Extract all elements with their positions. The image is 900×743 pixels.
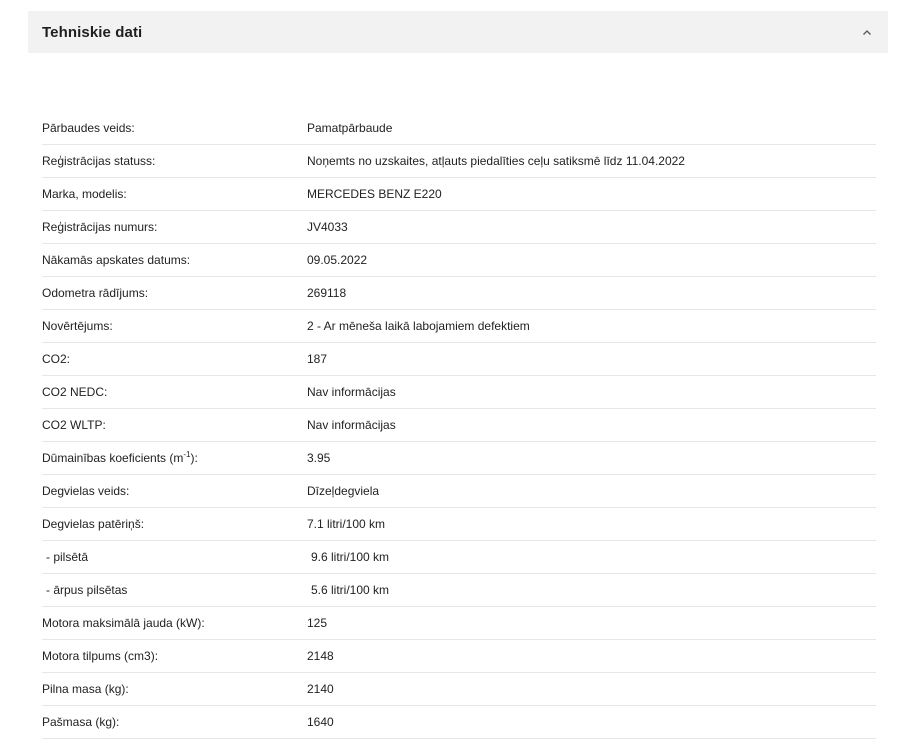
spec-label-suffix: ):: [190, 451, 198, 465]
spec-value: 3.95: [307, 451, 331, 465]
spec-value: Nav informācijas: [307, 385, 396, 399]
tehniskie-dati-panel-header[interactable]: [28, 11, 888, 53]
spec-value: 7.1 litri/100 km: [307, 517, 386, 531]
spec-label: Degvielas veids:: [42, 484, 130, 498]
table-row: [42, 244, 876, 277]
table-row: [42, 508, 876, 541]
table-row: [42, 376, 876, 409]
spec-label: Motora tilpums (cm3):: [42, 649, 159, 663]
table-row: [42, 145, 876, 178]
spec-label: CO2 WLTP:: [42, 418, 106, 432]
spec-label: Marka, modelis:: [42, 187, 127, 201]
spec-label: - ārpus pilsētas: [46, 583, 128, 597]
spec-value: 187: [307, 352, 328, 366]
spec-label: Nākamās apskates datums:: [42, 253, 191, 267]
table-row: [42, 673, 876, 706]
spec-value: 125: [307, 616, 328, 630]
spec-label: Pilna masa (kg):: [42, 682, 129, 696]
table-row: [42, 640, 876, 673]
spec-value: Pamatpārbaude: [307, 121, 393, 135]
panel-title: Tehniskie dati: [42, 23, 143, 41]
table-row: [42, 409, 876, 442]
spec-label: Motora maksimālā jauda (kW):: [42, 616, 205, 630]
spec-value: 2 - Ar mēneša laikā labojamiem defektiem: [307, 319, 530, 333]
spec-value: Nav informācijas: [307, 418, 396, 432]
spec-value: JV4033: [307, 220, 348, 234]
spec-label: Reģistrācijas numurs:: [42, 220, 158, 234]
spec-label: Odometra rādījums:: [42, 286, 149, 300]
chevron-up-icon[interactable]: [860, 25, 874, 39]
spec-label: Reģistrācijas statuss:: [42, 154, 156, 168]
spec-value: 5.6 litri/100 km: [311, 583, 390, 597]
spec-label: [42, 451, 307, 465]
spec-table: [42, 112, 876, 739]
spec-value: 2140: [307, 682, 334, 696]
spec-value: Noņemts no uzskaites, atļauts piedalīties ceļu satiksmē līdz 11.04.2022: [307, 154, 685, 168]
spec-label-text: Dūmainības koeficients (m: [42, 451, 184, 465]
table-row: [42, 706, 876, 739]
table-row: [42, 211, 876, 244]
spec-label: CO2:: [42, 352, 71, 366]
table-row: [42, 277, 876, 310]
spec-label: Pašmasa (kg):: [42, 715, 120, 729]
spec-label: CO2 NEDC:: [42, 385, 108, 399]
spec-value: Dīzeļdegviela: [307, 484, 380, 498]
table-row: [42, 310, 876, 343]
spec-label-superscript: -1: [183, 450, 191, 459]
table-row: [42, 574, 876, 607]
spec-label: Novērtējums:: [42, 319, 113, 333]
spec-value: 2148: [307, 649, 334, 663]
spec-value: 1640: [307, 715, 334, 729]
spec-value: 9.6 litri/100 km: [311, 550, 390, 564]
table-row: [42, 343, 876, 376]
spec-value: MERCEDES BENZ E220: [307, 187, 442, 201]
table-row: [42, 607, 876, 640]
table-row: [42, 541, 876, 574]
table-row: [42, 112, 876, 145]
spec-label: Pārbaudes veids:: [42, 121, 135, 135]
spec-value: 09.05.2022: [307, 253, 368, 267]
table-row: [42, 475, 876, 508]
spec-label: - pilsētā: [46, 550, 89, 564]
spec-label: Degvielas patēriņš:: [42, 517, 145, 531]
table-row: [42, 442, 876, 475]
spec-value: 269118: [307, 286, 347, 300]
table-row: [42, 178, 876, 211]
